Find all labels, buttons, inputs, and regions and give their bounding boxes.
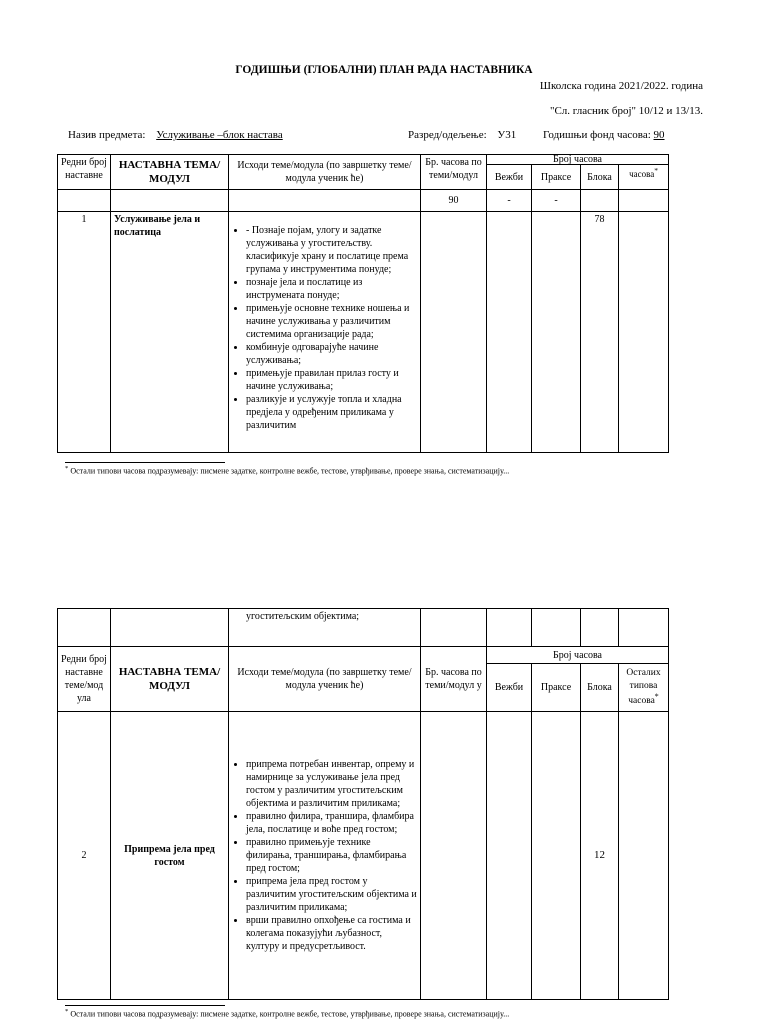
row-outcomes	[229, 712, 421, 1000]
row-topic: Припрема јела пред гостом	[111, 712, 229, 1000]
totals-exercises: -	[487, 190, 532, 212]
list-item: • правилно филира, транширa, фламбира јела, послатице и воће пред гостом;	[246, 810, 417, 836]
row-block-hours: 78	[581, 212, 619, 453]
class-label: Разред/одељење:	[408, 129, 487, 141]
col-header-outcomes: Исходи теме/модула (по завршетку теме/модула ученик ће)	[229, 155, 421, 190]
list-item: • примењује правилан прилаз госту и начине услуживања;	[246, 367, 417, 393]
footnote-asterisk: *	[65, 465, 69, 472]
annual-hours-label: Годишњи фонд часова:	[543, 129, 651, 141]
continuation-text: угоститељским објектима;	[229, 609, 421, 647]
list-item: • познаје јела и послатице из инструмената понуде;	[246, 276, 417, 302]
table-header-row	[58, 647, 669, 664]
col-header-other	[619, 664, 669, 712]
row-num: 2	[58, 712, 111, 1000]
annual-hours-info	[543, 129, 665, 141]
list-item: • комбинује одговарајуће начине услуживања;	[246, 341, 417, 367]
col-header-num: Редни број наставне	[58, 155, 111, 190]
footnote-asterisk: *	[654, 166, 658, 175]
col-header-block: Блока	[581, 664, 619, 712]
footnote-text: Остали типови часова подразумевају: писмене задатке, контролне вежбе, тестове, утврђивање, провере знања, систематизацију...	[70, 1009, 510, 1019]
subject-info	[68, 129, 283, 141]
footnote	[65, 465, 509, 476]
table-row	[58, 212, 669, 453]
list-item: • примењује основне технике ношења и начине услуживања у различитим системима организације рада;	[246, 302, 417, 341]
col-header-exercises: Вежби	[487, 165, 532, 190]
col-header-other-label: часова	[629, 169, 655, 179]
col-header-outcomes: Исходи теме/модула (по завршетку теме/модула ученик ће)	[229, 647, 421, 712]
list-item: • правилно примењује технике филирања, транширања, фламбирања пред гостом;	[246, 836, 417, 875]
page-title: ГОДИШЊИ (ГЛОБАЛНИ) ПЛАН РАДА НАСТАВНИКА	[235, 64, 533, 76]
footnote	[65, 1008, 509, 1019]
col-header-hours-group: Број часова	[487, 647, 669, 664]
footnote-separator	[65, 462, 225, 463]
col-header-block: Блока	[581, 165, 619, 190]
col-header-practice: Праксе	[532, 664, 581, 712]
list-item: • врши правилно опхођење са гостима и колегама показујући љубазност, културу и предусретљивост.	[246, 914, 417, 953]
subject-value: Услуживање –блок настава	[156, 129, 283, 141]
table-header-row	[58, 155, 669, 165]
continuation-row	[58, 609, 669, 647]
footnote-text: Остали типови часова подразумевају: писмене задатке, контролне вежбе, тестове, утврђивање, провере знања, систематизацију...	[70, 466, 510, 476]
col-header-num: Редни број наставне теме/мод ула	[58, 647, 111, 712]
school-year: Школска година 2021/2022. година	[539, 80, 703, 92]
plan-table-page2	[57, 608, 669, 1000]
plan-table-page1	[57, 154, 669, 453]
col-header-hours-group: Број часова	[487, 155, 669, 165]
list-item: • - Познаје појам, улогу и задатке услуживања у угоститељству. класификује храну и послатице према групама у инструментима понуде;	[246, 224, 417, 276]
col-header-other	[619, 165, 669, 190]
col-header-topic: НАСТАВНА ТЕМА/МОДУЛ	[111, 647, 229, 712]
list-item: • припрема потребан инвентар, опрему и намирнице за услуживање јела пред гостом у различитим угоститељским објектима и различитим приликама;	[246, 758, 417, 810]
row-block-hours: 12	[581, 712, 619, 1000]
class-info	[408, 129, 516, 141]
list-item: • припрема јела пред гостом у различитим угоститељским објектима и различитим приликама;	[246, 875, 417, 914]
outcomes-list	[232, 224, 417, 432]
annual-hours-value: 90	[653, 129, 665, 141]
row-num: 1	[58, 212, 111, 453]
col-header-exercises: Вежби	[487, 664, 532, 712]
row-outcomes	[229, 212, 421, 453]
outcomes-list	[232, 758, 417, 953]
totals-hours: 90	[421, 190, 487, 212]
totals-row	[58, 190, 669, 212]
col-header-practice: Праксе	[532, 165, 581, 190]
col-header-hours-total: Бр. часова по теми/модул	[421, 155, 487, 190]
table-row	[58, 712, 669, 1000]
col-header-other-label: Осталих типова часова	[626, 668, 661, 707]
gazette-reference: "Сл. гласник број" 10/12 и 13/13.	[549, 105, 703, 117]
col-header-topic: НАСТАВНА ТЕМА/МОДУЛ	[111, 155, 229, 190]
totals-practice: -	[532, 190, 581, 212]
footnote-asterisk: *	[65, 1008, 69, 1015]
footnote-asterisk: *	[654, 692, 659, 702]
footnote-separator	[65, 1005, 225, 1006]
col-header-hours-total: Бр. часова по теми/модул у	[421, 647, 487, 712]
list-item: • разликује и услужује топла и хладна предјела у одређеним приликама у различитим	[246, 393, 417, 432]
row-topic: Услуживање јела и послатица	[111, 212, 229, 453]
subject-label: Назив предмета:	[68, 129, 146, 141]
class-value: У31	[497, 129, 517, 141]
